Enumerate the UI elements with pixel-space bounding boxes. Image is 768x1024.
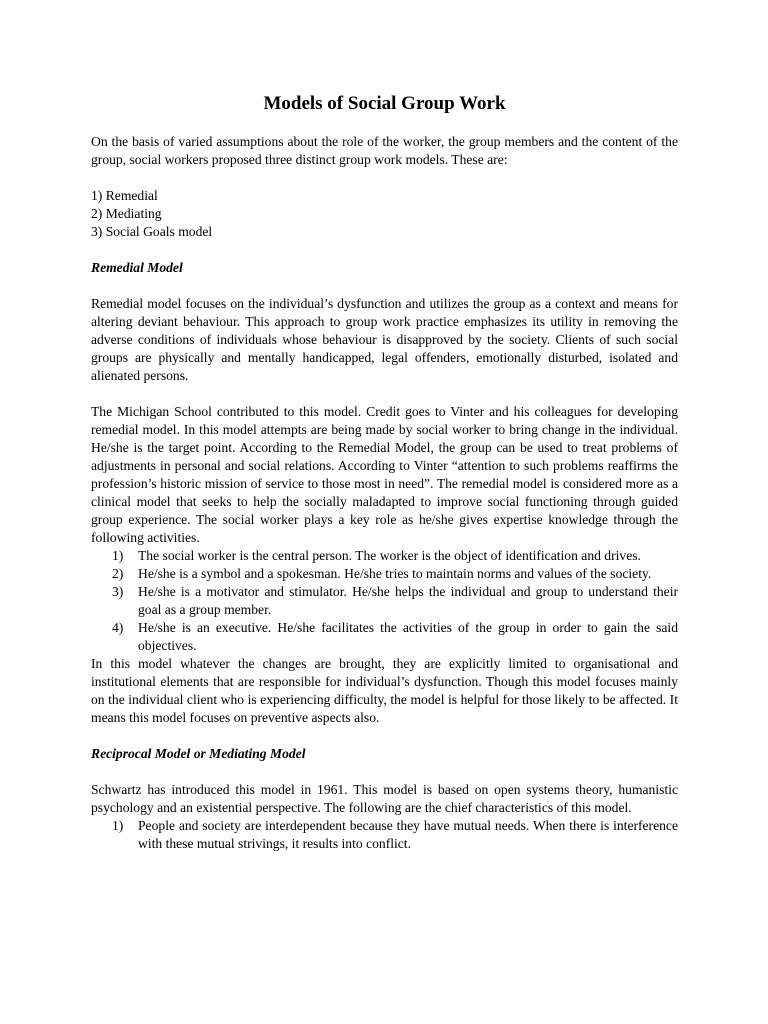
characteristic-item bbox=[91, 817, 678, 853]
activity-text: The social worker is the central person. The worker is the object of identification and drives. bbox=[138, 548, 641, 563]
models-list-item: 1) Remedial bbox=[91, 188, 158, 203]
intro-paragraph: On the basis of varied assumptions about the role of the worker, the group members and the content of the group, social workers proposed three distinct group work models. These are: bbox=[91, 134, 678, 167]
document-title: Models of Social Group Work bbox=[263, 93, 506, 114]
remedial-paragraph-1: Remedial model focuses on the individual’s dysfunction and utilizes the group as a context and means for altering deviant behaviour. This approach to group work practice emphasizes its utility in removing the adverse conditions of individuals whose behaviour is disapproved by the society. Clients of such social groups are physically and mentally handicapped, legal offenders, emotionally disturbed, isolated and alienated persons. bbox=[91, 296, 678, 383]
activities-list bbox=[91, 547, 678, 655]
activity-item bbox=[91, 619, 678, 655]
remedial-paragraph-3: In this model whatever the changes are brought, they are explicitly limited to organisational and institutional elements that are responsible for individual’s dysfunction. Though this model focuses mainly on the individual client who is experiencing difficulty, the model is helpful for those likely to be affected. It means this model focuses on preventive aspects also. bbox=[91, 656, 678, 725]
reciprocal-paragraph-1: Schwartz has introduced this model in 1961. This model is based on open systems theory, humanistic psychology and an existential perspective. The following are the chief characteristics of this model. bbox=[91, 782, 678, 815]
activity-item bbox=[91, 583, 678, 619]
characteristic-text: People and society are interdependent because they have mutual needs. When there is interference with these mutual strivings, it results into conflict. bbox=[138, 818, 678, 851]
activity-number: 3) bbox=[112, 584, 124, 599]
document-page bbox=[91, 92, 678, 853]
models-list-item: 3) Social Goals model bbox=[91, 224, 213, 239]
reciprocal-heading: Reciprocal Model or Mediating Model bbox=[91, 746, 306, 761]
models-list bbox=[91, 187, 678, 241]
characteristic-number: 1) bbox=[112, 818, 124, 833]
activity-item bbox=[91, 547, 678, 565]
activity-text: He/she is a motivator and stimulator. He/she helps the individual and group to understand their goal as a group member. bbox=[138, 584, 678, 617]
activity-number: 2) bbox=[112, 566, 124, 581]
activity-text: He/she is a symbol and a spokesman. He/she tries to maintain norms and values of the society. bbox=[138, 566, 652, 581]
activity-number: 4) bbox=[112, 620, 124, 635]
remedial-paragraph-2: The Michigan School contributed to this model. Credit goes to Vinter and his colleagues for developing remedial model. In this model attempts are being made by social worker to bring change in the individual. He/she is the target point. According to the Remedial Model, the group can be used to treat problems of adjustments in personal and social relations. According to Vinter “attention to such problems reaffirms the profession’s historic mission of service to those most in need”. The remedial model is considered more as a clinical model that seeks to help the socially maladapted to improve social functioning through guided group experience. The social worker plays a key role as he/she gives expertise knowledge through the following activities. bbox=[91, 404, 678, 545]
activity-number: 1) bbox=[112, 548, 124, 563]
activity-item bbox=[91, 565, 678, 583]
characteristics-list bbox=[91, 817, 678, 853]
activity-text: He/she is an executive. He/she facilitates the activities of the group in order to gain the said objectives. bbox=[138, 620, 678, 653]
models-list-item: 2) Mediating bbox=[91, 206, 162, 221]
remedial-heading: Remedial Model bbox=[91, 260, 183, 275]
